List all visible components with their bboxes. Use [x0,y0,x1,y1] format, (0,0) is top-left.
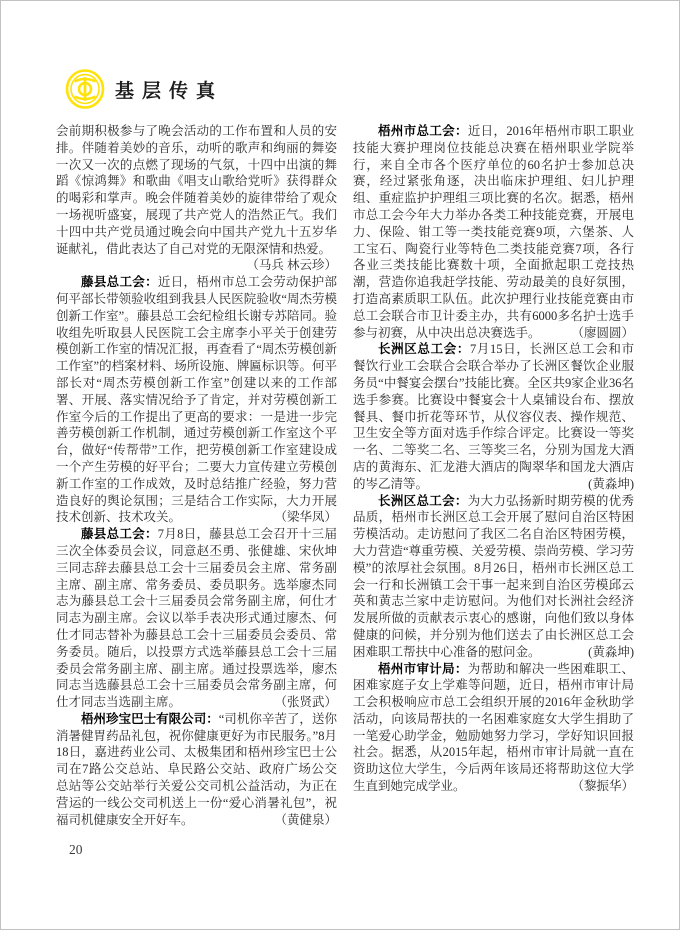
paragraph-byline: （黎振华） [571,779,634,794]
paragraph-byline: (黄淼坤) [588,644,634,659]
news-paragraph [353,493,634,661]
paragraph-lead: 梧州市审计局： [378,661,468,676]
column-left [56,123,337,828]
news-paragraph [353,341,634,492]
news-paragraph [56,123,337,274]
paragraph-text: 会前期积极参与了晚会活动的工作布置和人员的安排。伴随着美妙的音乐，动听的歌声和绚丽的舞姿一次又一次的点燃了现场的气氛，十四中出演的舞蹈《惊鸿舞》和歌曲《唱支山歌给党听》获得群众的喝彩和掌声。晚会伴随着美妙的旋律带给了观众一场视听盛宴，展现了共产党人的浩然正气。我们十四中共产党员通过晚会向中国共产党九十五岁华诞献礼，借此表达了自己对党的无限深情和热爱。 [56,124,337,256]
paragraph-byline: （黄健泉） [274,812,337,827]
paragraph-byline: （廖圆圆） [571,325,634,340]
paragraph-lead: 梧州市总工会： [378,124,468,138]
page-number: 20 [69,842,83,857]
paragraph-text: 7月15日，长洲区总工会和市餐饮行业工会联合会联合举办了长洲区餐饮企业服务员“中餐宴会摆台”技能比赛。全区共9家企业36名选手参赛。比赛设中餐宴会十人桌铺设台布、摆放餐具、餐巾折花等环节，从仪容仪表、操作规范、卫生安全等方面对选手作综合评定。比赛设一等奖一名、二等奖二名、三等奖三名，分别为国龙大酒店的黄海东、汇龙港大酒店的陶翠华和国龙大酒店的岑乙清等。 [353,342,634,491]
paragraph-text: 近日，2016年梧州市职工职业技能大赛护理岗位技能总决赛在梧州职业学院举行，来自全市各个医疗单位的60名护士参加总决赛，经过紧张角逐，决出临床护理组、妇儿护理组、重症监护护理组三项比赛的名次。据悉，梧州市总工会今年大力举办各类工种技能竞赛，开展电力、保险、钳工等一类技能竞赛9项，六堡茶、人工宝石、陶瓷行业等特色二类技能竞赛7项，各行各业三类技能比赛数十项，全面掀起职工竞技热潮，营造你追我赶学技能、劳动最美的良好氛围，打造高素质职工队伍。此次护理行业技能竞赛由市总工会联合市卫计委主办，共有6000多名护士选手参与初赛，从中决出总决赛选手。 [353,124,634,340]
paragraph-byline: （梁华凤） [274,510,337,525]
trade-union-emblem-icon [65,69,105,109]
paragraph-byline: （张贤武） [274,695,337,710]
paragraph-text: “司机你辛苦了，送你消暑健胃药品礼包，祝你健康更好为市民服务。”8月18日，嘉进药业公司、太极集团和梧州珍宝巴士公司在7路公交总站、阜民路公交站、政府广场公交总站等公交站举行关爱公交司机公益活动，为正在营运的一线公交司机送上一份“爱心消暑礼包”，祝福司机健康安全开好车。 [56,711,337,827]
news-paragraph [56,274,337,526]
paragraph-lead: 藤县总工会： [81,275,158,290]
paragraph-byline: (黄淼坤) [588,476,634,491]
column-right [353,123,634,828]
news-paragraph [56,711,337,829]
news-paragraph [353,661,634,795]
news-paragraph [56,526,337,711]
paragraph-text: 为大力弘扬新时期劳模的优秀品质，梧州市长洲区总工会开展了慰问自治区特困劳模活动。走访慰问了我区二名自治区特困劳模，大力营造“尊重劳模、关爱劳模、崇尚劳模、学习劳模”的浓厚社会氛围。8月26日，梧州市长洲区总工会一行和长洲镇工会干事一起来到自治区劳模邱云英和黄志兰家中走访慰问。为他们对长洲社会经济发展所做的贡献表示衷心的感谢，向他们致以身体健康的问候，并分别为他们送去了由长洲区总工会困难职工帮扶中心准备的慰问金。 [353,493,634,659]
article-columns [56,123,634,828]
paragraph-text: 为帮助和解决一些困难职工、困难家庭子女上学难等问题，近日，梧州市审计局工会积极响应市总工会组织开展的2016年金秋助学活动，向该局帮扶的一名困难家庭女大学生捐助了一笔爱心助学金，勉励她努力学习，学好知识回报社会。据悉，从2015年起，梧州市审计局就一直在资助这位大学生，今后两年该局还将帮助这位大学生直到她完成学业。 [353,661,634,794]
section-header [65,69,223,109]
paragraph-text: 7月8日，藤县总工会召开十三届三次全体委员会议，同意赵丕勇、张健雄、宋伙坤三同志辞去藤县总工会十三届委员会主席、常务副主席、副主席、常务委员、委员职务。选举廖杰同志为藤县总工会十三届委员会常务副主席，何仕才同志为副主席。会议以举手表决形式通过廖杰、何仕才同志替补为藤县总工会十三届委员会委员、常务委员。随后，以投票方式选举藤县总工会十三届委员会常务副主席、副主席。通过投票选举，廖杰同志当选藤县总工会十三届委员会常务副主席，何仕才同志当选副主席。 [56,527,337,710]
section-title: 基层传真 [115,80,224,102]
news-paragraph [353,123,634,341]
paragraph-lead: 梧州珍宝巴士有限公司： [81,711,219,726]
paragraph-byline: （马兵 林云珍） [246,258,337,273]
paragraph-text: 近日，梧州市总工会劳动保护部何平部长带领验收组到我县人民医院验收“周杰劳模创新工作室”。藤县总工会纪检组长谢专苏陪同。验收组先听取县人民医院工会主席李小平关于创建劳模创新工作室的情况汇报，再查看了“周杰劳模创新工作室”的档案材料、场所设施、牌匾标识等。何平部长对“周杰劳模创新工作室”创建以来的工作部署、开展、落实情况给予了肯定，并对劳模创新工作室今后的工作提出了更高的要求：一是进一步完善劳模创新工作机制，通过劳模创新工作室这个平台，做好“传帮带”工作，把劳模创新工作室建设成一个产生劳模的好平台；二要大力宣传建立劳模创新工作室的工作成效，及时总结推广经验，努力营造良好的舆论氛围；三是结合工作实际，大力开展技术创新、技术攻关。 [56,275,337,525]
paragraph-lead: 长洲区总工会： [378,342,471,357]
paragraph-lead: 藤县总工会： [81,527,158,542]
paragraph-lead: 长洲区总工会： [378,493,468,508]
